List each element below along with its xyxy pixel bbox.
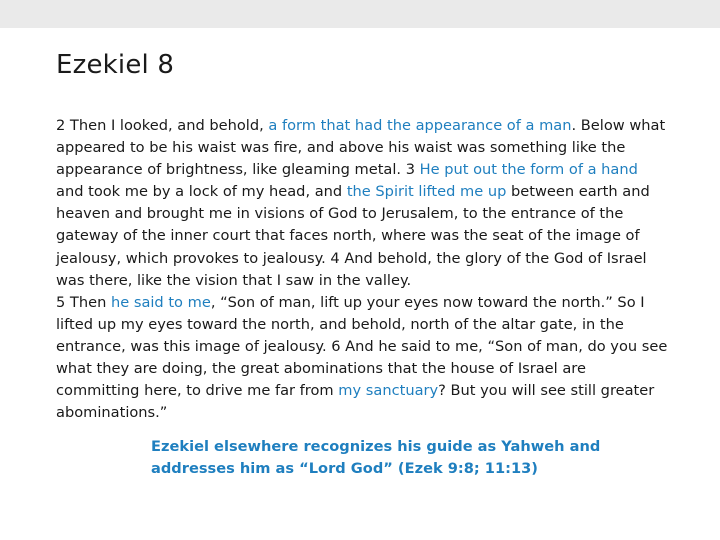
- passage-text: , “Son of man, lift up your eyes now toward the north.” So I lifted up my eyes toward the north, and behold, north of the altar gate, in the entrance, was this image of jealousy. 6 And he said to me, “Son of man, do you see what they are doing, the great abominations that the house of Israel are committing here, to drive me far from: [56, 293, 668, 400]
- passage-text: ? But you will see still greater abominations.”: [56, 382, 655, 422]
- passage-paragraph-1: [56, 115, 668, 292]
- passage-text: 5 Then: [56, 293, 111, 311]
- highlighted-phrase: a form that had the appearance of a man: [268, 117, 572, 134]
- scripture-passage: [56, 115, 668, 424]
- passage-text: between earth and heaven and brought me in visions of God to Jerusalem, to the entrance of the gateway of the inner court that faces north, where was the seat of the image of jealousy, which provokes to jealousy. 4 And behold, the glory of the God of Israel was there, like the vision that I saw in the valley.: [56, 183, 650, 289]
- top-banner: [0, 0, 720, 28]
- highlighted-phrase: He put out the form of a hand: [419, 161, 638, 179]
- passage-text: . Below what appeared to be his waist was fire, and above his waist was something like the appearance of brightness, like gleaming metal. 3: [56, 117, 666, 179]
- highlighted-phrase: my sanctuary: [338, 382, 439, 400]
- note-line-2: addresses him as “Lord God” (Ezek 9:8; 11:13): [151, 460, 538, 478]
- slide-title: Ezekiel 8: [56, 50, 175, 80]
- passage-paragraph-2: [56, 292, 668, 425]
- commentary-note: [151, 436, 621, 480]
- note-line-1: Ezekiel elsewhere recognizes his guide as Yahweh and: [151, 438, 601, 455]
- passage-text: and took me by a lock of my head, and: [56, 183, 347, 201]
- passage-text: 2 Then I looked, and behold,: [56, 117, 269, 134]
- highlighted-phrase: he said to me: [110, 293, 211, 311]
- highlighted-phrase: the Spirit lifted me up: [346, 183, 507, 201]
